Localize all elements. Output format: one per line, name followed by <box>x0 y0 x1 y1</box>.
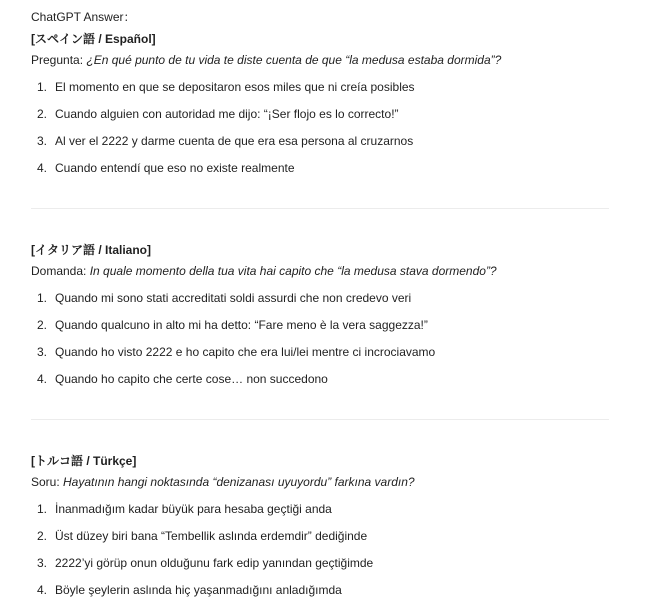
list-item-text: Quando mi sono stati accreditati soldi assurdi che non credevo veri <box>55 291 412 305</box>
question-text: In quale momento della tua vita hai capito che “la medusa stava dormendo”? <box>89 264 497 278</box>
list-item <box>31 317 428 333</box>
list-item-text: Quando ho visto 2222 e ho capito che era lui/lei mentre ci incrociavamo <box>55 345 436 359</box>
list-item-text: Quando ho capito che certe cose… non succedono <box>55 372 328 386</box>
question-line <box>31 474 415 490</box>
list-item-number: 3. <box>37 134 48 148</box>
list-item <box>31 582 342 598</box>
list-item-number: 3. <box>37 345 48 359</box>
list-item <box>31 555 373 571</box>
section-divider <box>31 208 609 209</box>
question-label: Soru: <box>31 475 64 489</box>
list-item <box>31 106 399 122</box>
list-item-number: 3. <box>37 556 48 570</box>
list-item-number: 4. <box>37 161 48 175</box>
question-text: Hayatının hangi noktasında “denizanası uyuyordu” farkına vardın? <box>63 475 415 489</box>
list-item <box>31 290 411 306</box>
list-item-text: Cuando entendí que eso no existe realmente <box>55 161 295 175</box>
question-line <box>31 263 497 279</box>
list-item-number: 1. <box>37 291 48 305</box>
question-text: ¿En qué punto de tu vida te diste cuenta de que “la medusa estaba dormida”? <box>86 53 502 67</box>
list-item-number: 1. <box>37 80 48 94</box>
list-item-number: 4. <box>37 372 48 386</box>
section-title: [スペイン語 / Español] <box>31 32 156 46</box>
list-item <box>31 501 332 517</box>
list-item <box>31 79 415 95</box>
list-item <box>31 528 367 544</box>
section-title: [イタリア語 / Italiano] <box>31 243 152 257</box>
question-line <box>31 52 501 68</box>
list-item-number: 2. <box>37 529 48 543</box>
list-item-text: İnanmadığım kadar büyük para hesaba geçtiği anda <box>55 502 332 516</box>
list-item-number: 2. <box>37 107 48 121</box>
list-item-text: El momento en que se depositaron esos miles que ni creía posibles <box>55 80 415 94</box>
list-item-number: 2. <box>37 318 48 332</box>
question-label: Domanda: <box>31 264 90 278</box>
list-item <box>31 160 295 176</box>
section-title: [トルコ語 / Türkçe] <box>31 454 137 468</box>
list-item-text: Al ver el 2222 y darme cuenta de que era esa persona al cruzarnos <box>55 134 414 148</box>
list-item-text: 2222’yi görüp onun olduğunu fark edip yanından geçtiğimde <box>55 556 374 570</box>
question-label: Pregunta: <box>31 53 87 67</box>
list-item-number: 1. <box>37 502 48 516</box>
list-item-text: Üst düzey biri bana “Tembellik aslında erdemdir” dediğinde <box>55 529 368 543</box>
list-item <box>31 133 413 149</box>
list-item-text: Cuando alguien con autoridad me dijo: “¡Ser flojo es lo correcto!” <box>55 107 399 121</box>
section-divider <box>31 419 609 420</box>
list-item-number: 4. <box>37 583 48 597</box>
list-item-text: Böyle şeylerin aslında hiç yaşanmadığını anladığımda <box>55 583 342 597</box>
list-item <box>31 371 328 387</box>
answer-header: ChatGPT Answer： <box>31 10 136 24</box>
list-item-text: Quando qualcuno in alto mi ha detto: “Fare meno è la vera saggezza!” <box>55 318 428 332</box>
list-item <box>31 344 435 360</box>
